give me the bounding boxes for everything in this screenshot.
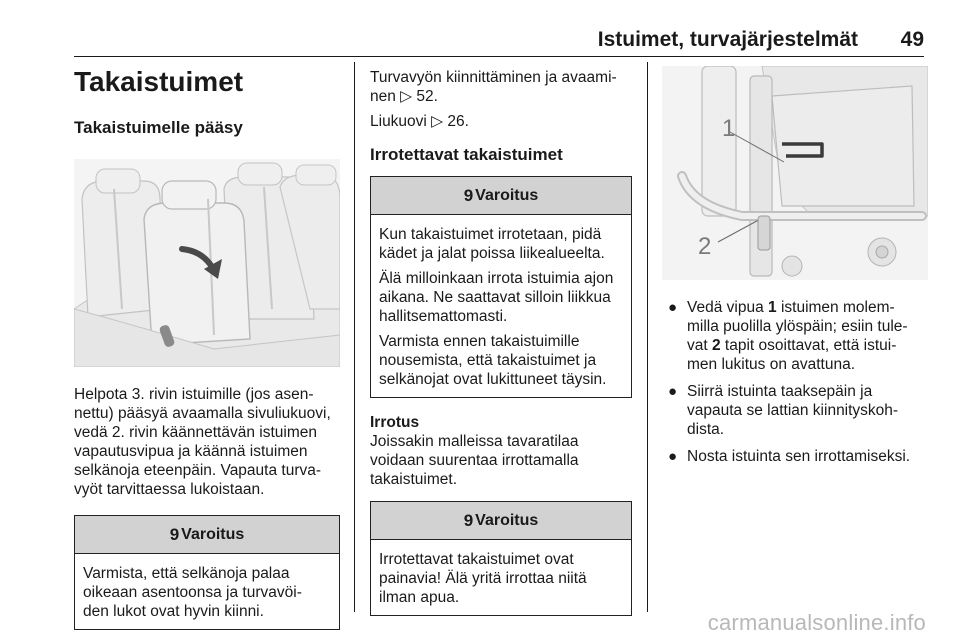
warning-text: Irrotettavat takaistuimet ovat painavia! Älä yritä irrottaa niitä ilman apua. (379, 551, 587, 606)
warning-icon: 9 (169, 524, 180, 544)
bullet-icon: ● (668, 299, 678, 316)
bullet-icon: ● (668, 448, 678, 465)
warning-icon: 9 (463, 510, 474, 530)
left-column (74, 62, 340, 630)
list-item: ● Nosta istuinta sen irrottamiseksi. (668, 448, 911, 465)
warning-body (371, 540, 631, 615)
watermark: carmanualsonline.info (707, 610, 926, 635)
seatbelt-reference: Turvavyön kiinnittäminen ja avaami- nen ▷ 52. (370, 69, 617, 105)
bullet-icon: ● (668, 383, 678, 400)
warning-text: Varmista ennen takaistuimille nousemista, että takaistuimet ja selkänojat ovat lukittuneet täysin. (379, 333, 607, 388)
removal-heading: Irrotus (370, 414, 420, 431)
subhead-access: Takaistuimelle pääsy (74, 118, 243, 137)
subhead-removable-seats: Irrotettavat takaistuimet (370, 145, 563, 164)
column-divider (647, 62, 648, 612)
warning-header (371, 502, 631, 540)
section-title: Takaistuimet (74, 66, 244, 97)
warning-body (371, 215, 631, 397)
warning-text: Varmista, että selkänoja palaa oikeaan asentoonsa ja turvavöi- den lukot ovat hyvin kiinni. (83, 565, 302, 620)
warning-box (74, 515, 340, 630)
list-item: ● Vedä vipua 1 istuimen molem- milla puolilla ylöspäin; esiin tule- vat 2 tapit osoittavat, että istui- men lukitus on avattuna. (668, 299, 908, 373)
right-column (662, 62, 928, 466)
warning-header (75, 516, 339, 554)
warning-icon: 9 (463, 185, 474, 205)
page-header (0, 0, 960, 56)
access-instructions: Helpota 3. rivin istuimille (jos asen- nettu) pääsyä avaamalla sivuliukuovi, vedä 2. rivin käännettävän istuimen vapautusvipua ja käännä istuimen selkänoja eteenpäin. Vapauta turva- vyöt tarvittaessa lukoistaan. (74, 386, 331, 498)
seat-lever-illustration (662, 66, 928, 280)
removal-steps (662, 298, 928, 466)
figure-label-2: 2 (698, 233, 712, 260)
column-divider (354, 62, 355, 612)
warning-box (370, 176, 632, 398)
seat-lever-figure (662, 66, 928, 280)
rear-seat-illustration (74, 159, 340, 367)
figure-label-1: 1 (722, 115, 736, 142)
rear-seat-figure (74, 159, 340, 367)
warning-header (371, 177, 631, 215)
sliding-door-reference: Liukuovi ▷ 26. (370, 113, 469, 130)
warning-title: Varoitus (475, 186, 539, 204)
warning-text: Älä milloinkaan irrota istuimia ajon aikana. Ne saattavat silloin liikkua hallitsemattomasti. (379, 270, 614, 325)
warning-title: Varoitus (181, 525, 245, 543)
warning-text: Kun takaistuimet irrotetaan, pidä kädet ja jalat poissa liikealueelta. (379, 226, 605, 262)
page-number: 49 (900, 28, 924, 51)
warning-body (75, 554, 339, 629)
header-title: Istuimet, turvajärjestelmät (597, 28, 858, 51)
warning-box (370, 501, 632, 616)
middle-column (370, 62, 632, 616)
list-item: ● Siirrä istuinta taaksepäin ja vapauta se lattian kiinnityskoh- dista. (668, 383, 899, 438)
warning-title: Varoitus (475, 511, 539, 529)
removal-text: Joissakin malleissa tavaratilaa voidaan suurentaa irrottamalla takaistuimet. (370, 433, 579, 488)
header-rule (74, 56, 924, 57)
